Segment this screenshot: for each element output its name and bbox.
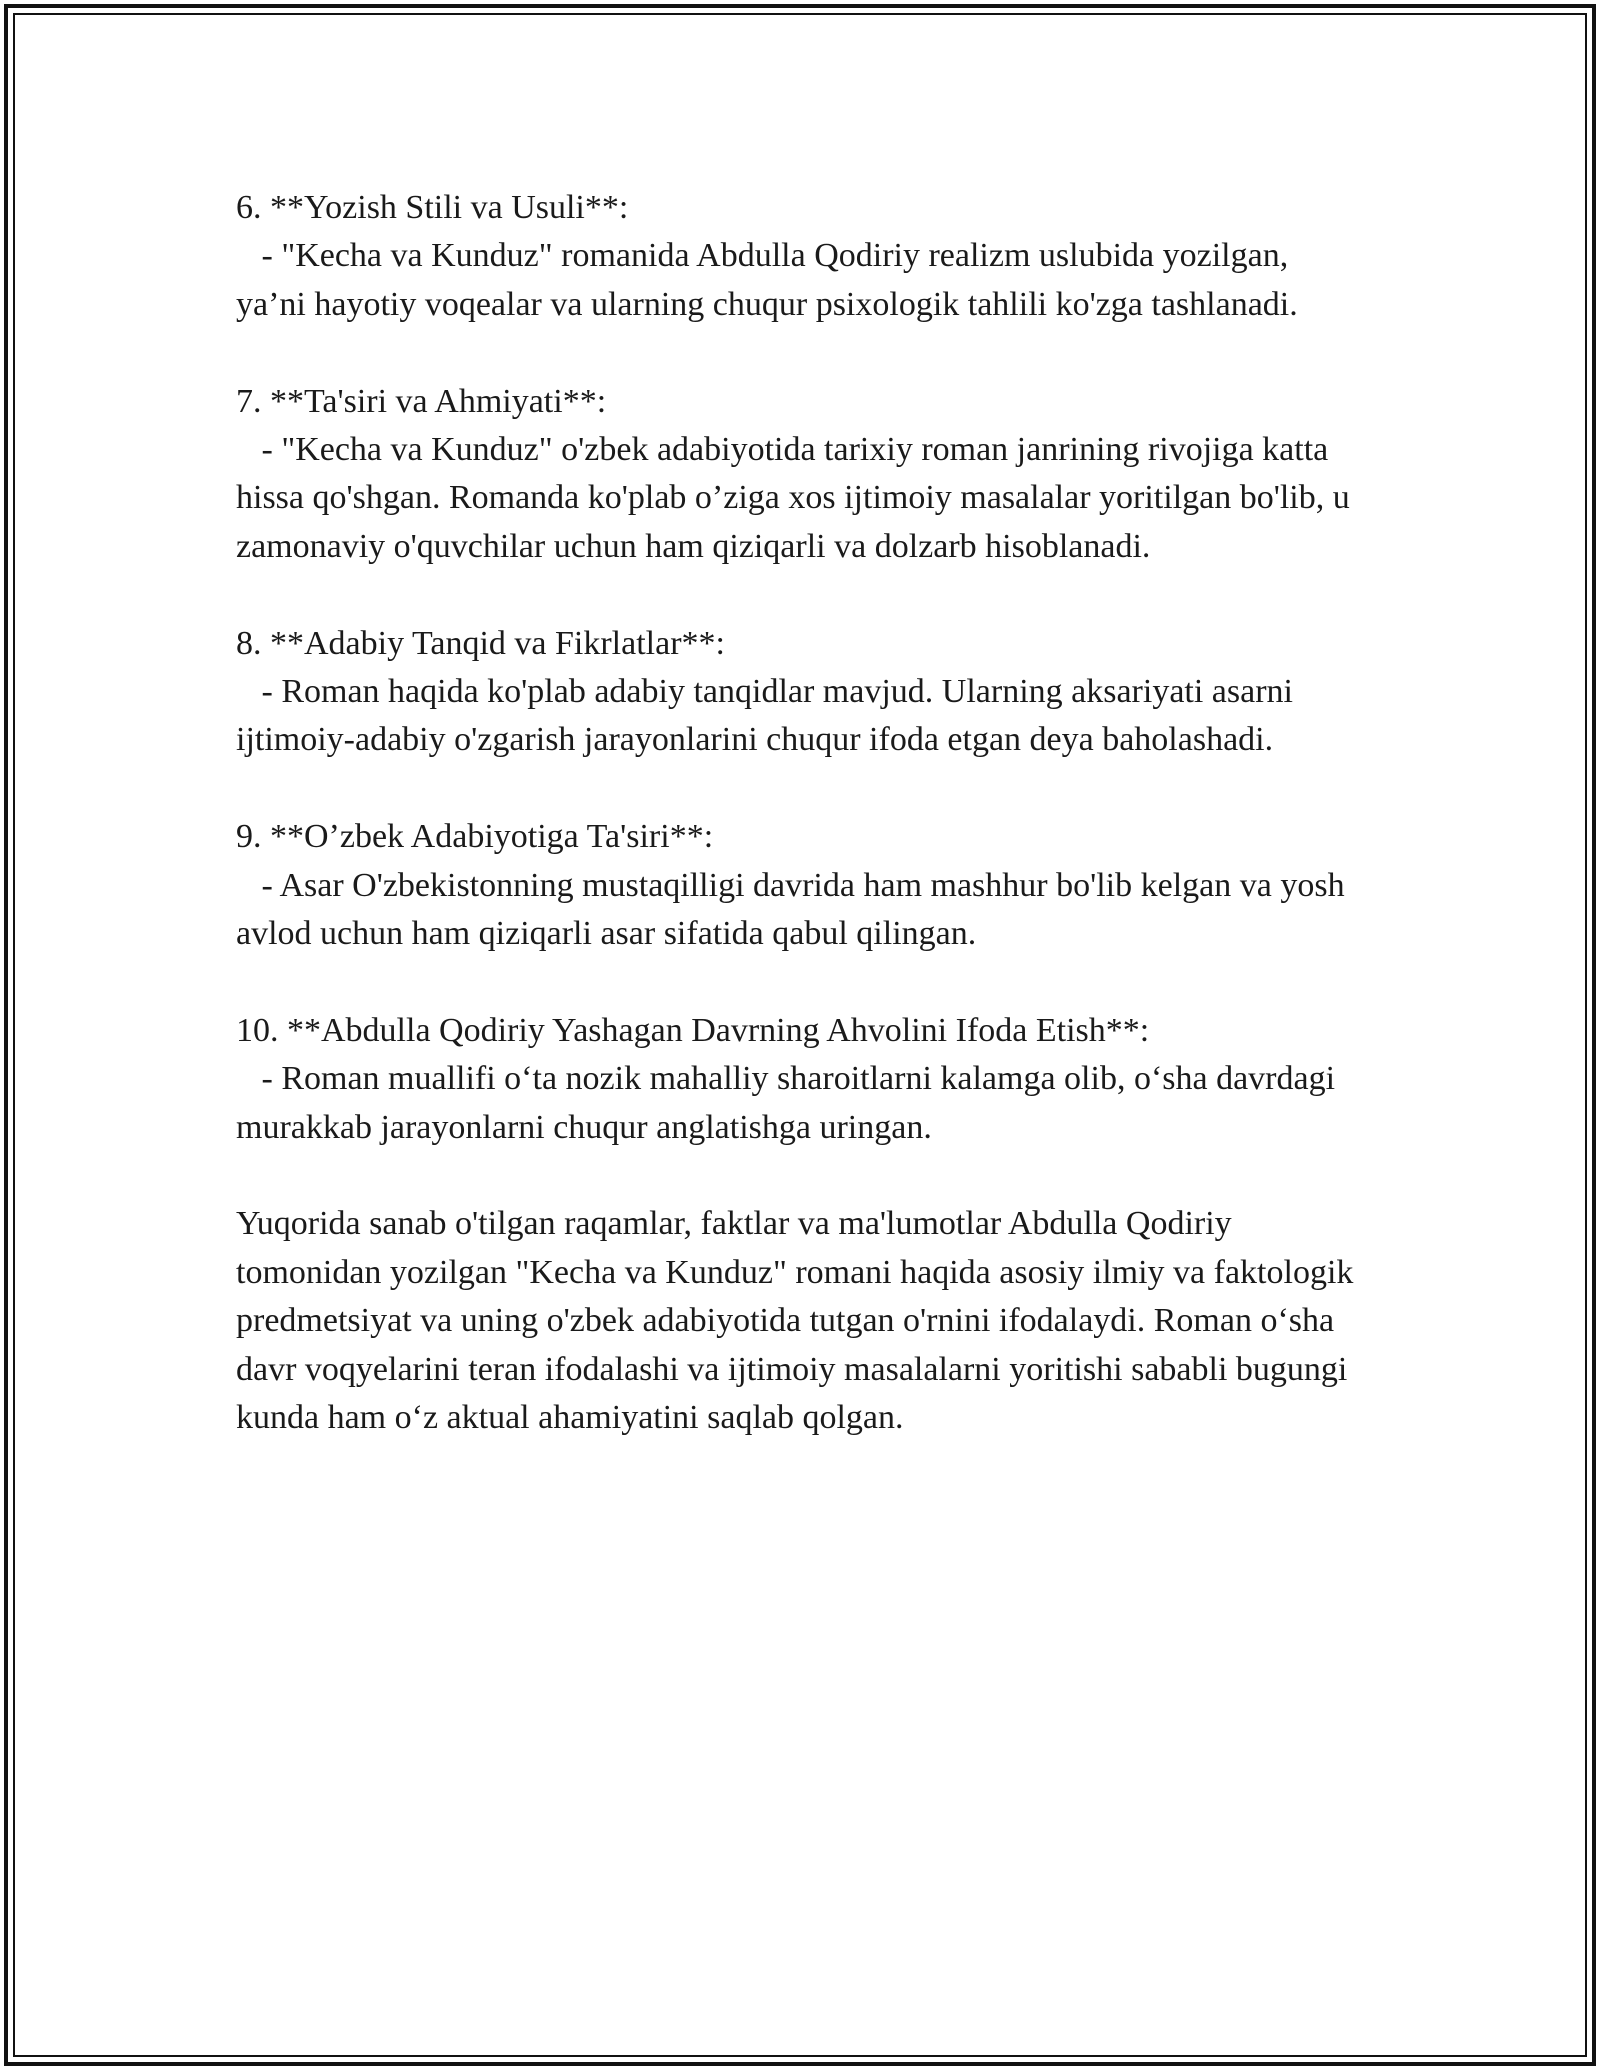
document-body [236,184,1366,1442]
section-text: - Asar O'zbekistonning mustaqilligi davrida ham mashhur bo'lib kelgan va yosh avlod uchun ham qiziqarli asar sifatida qabul qilingan. [236,866,1354,953]
section-heading: 10. **Abdulla Qodiriy Yashagan Davrning Ahvolini Ifoda Etish**: [236,1011,1150,1049]
section-text: - Roman haqida ko'plab adabiy tanqidlar mavjud. Ularning aksariyati asarni ijtimoiy-adabiy o'zgarish jarayonlarini chuqur ifoda etgan deya baholashadi. [236,673,1302,759]
section-heading: 7. **Ta'siri va Ahmiyati**: [236,382,607,420]
conclusion-paragraph: Yuqorida sanab o'tilgan raqamlar, faktlar va ma'lumotlar Abdulla Qodiriy tomonidan yozilgan "Kecha va Kunduz" romani haqida asosiy ilmiy va faktologik predmetsiyat va uning o'zbek adabiyotida tutgan o'rnini ifodalaydi. Roman o‘sha davr voqyelarini teran ifodalashi va ijtimoiy masalalarni yoritishi sababli bugungi kunda ham o‘z aktual ahamiyatini saqlab qolgan. [236,1205,1362,1437]
section-text: - "Kecha va Kunduz" o'zbek adabiyotida tarixiy roman janrining rivojiga katta hissa qo'shgan. Romanda ko'plab o’ziga xos ijtimoiy masalalar yoritilgan bo'lib, u zamonaviy o'quvchilar uchun ham qiziqarli va dolzarb hisoblanadi. [236,431,1359,565]
section-heading: 8. **Adabiy Tanqid va Fikrlatlar**: [236,624,725,662]
section-heading: 6. **Yozish Stili va Usuli**: [236,189,629,226]
section-heading: 9. **O’zbek Adabiyotiga Ta'siri**: [236,818,714,856]
section-9 [236,813,1366,958]
section-text: - Roman muallifi o‘ta nozik mahalliy sharoitlarni kalamga olib, o‘sha davrdagi murakkab jarayonlarni chuqur anglatishga uringan. [236,1060,1344,1146]
section-10 [236,1007,1366,1152]
section-6 [236,184,1366,329]
section-7 [236,378,1366,572]
section-8 [236,620,1366,765]
section-text: - "Kecha va Kunduz" romanida Abdulla Qodiriy realizm uslubida yozilgan, ya’ni hayotiy voqealar va ularning chuqur psixologik tahlili ko'zga tashlanadi. [236,237,1298,323]
